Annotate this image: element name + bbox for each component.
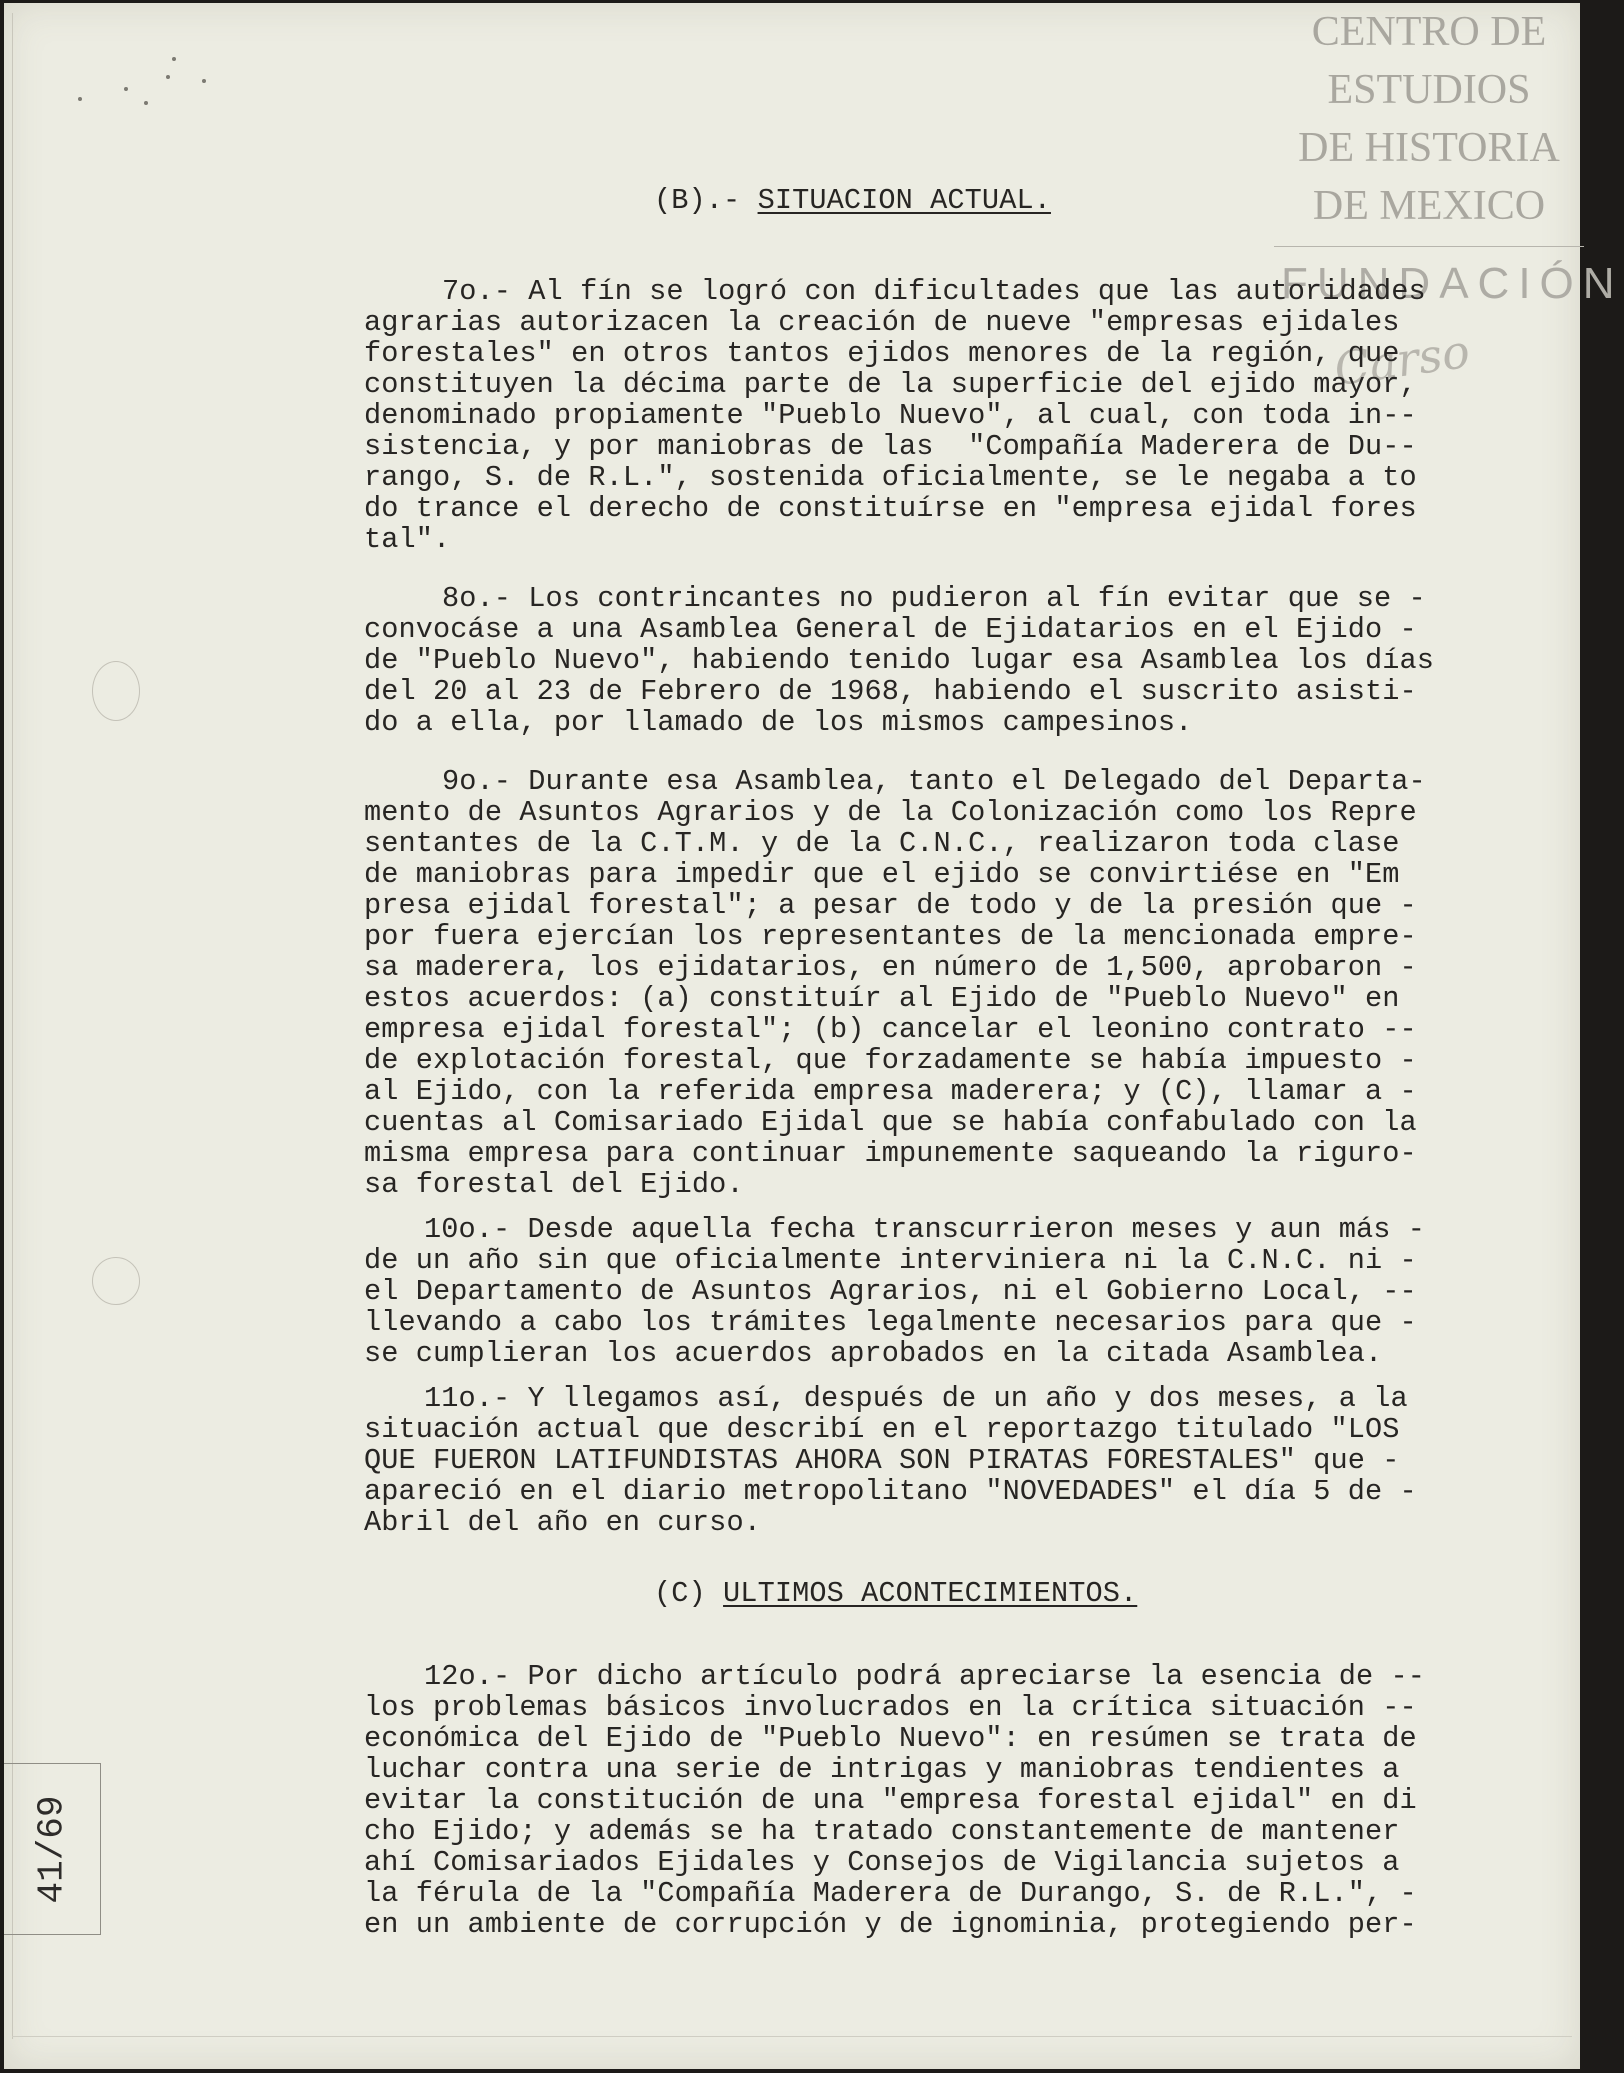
section-b-title: SITUACION ACTUAL. — [757, 184, 1051, 217]
paragraph-line: sentantes de la C.T.M. y de la C.N.C., realizaron toda clase — [364, 827, 1400, 860]
punch-hole-upper — [92, 661, 140, 721]
paragraph-line: del 20 al 23 de Febrero de 1968, habiendo el suscrito asisti- — [364, 675, 1417, 708]
paragraph-line: situación actual que describí en el reportazgo titulado "LOS — [364, 1413, 1400, 1446]
paragraph-line: rango, S. de R.L.", sostenida oficialmente, se le negaba a to — [364, 461, 1417, 494]
margin-rule — [12, 13, 13, 2039]
paragraph-line: 10o.- Desde aquella fecha transcurrieron meses y aun más - — [424, 1213, 1426, 1246]
paragraph-line: tal". — [364, 523, 451, 556]
paragraph-line: 7o.- Al fín se logró con dificultades que las autoridades — [442, 275, 1426, 308]
paragraph-9 — [364, 766, 1534, 1200]
paragraph-line: constituyen la décima parte de la superficie del ejido mayor, — [364, 368, 1417, 401]
paragraph-line: luchar contra una serie de intrigas y maniobras tendientes a — [364, 1753, 1400, 1786]
watermark-line: ESTUDIOS — [1327, 67, 1531, 113]
paragraph-line: 8o.- Los contrincantes no pudieron al fín evitar que se - — [442, 582, 1426, 615]
paragraph-line: do trance el derecho de constituírse en "empresa ejidal fores — [364, 492, 1417, 525]
paragraph-line: de explotación forestal, que forzadamente se había impuesto - — [364, 1044, 1417, 1077]
watermark-signature: Carso — [1330, 323, 1474, 397]
paragraph-line: de "Pueblo Nuevo", habiendo tenido lugar esa Asamblea los días — [364, 644, 1435, 677]
archive-reference-number: 41/69 — [31, 1794, 73, 1904]
paragraph-11 — [364, 1383, 1534, 1538]
paragraph-line: de maniobras para impedir que el ejido se convirtiése en "Em — [364, 858, 1400, 891]
paragraph-line: sistencia, y por maniobras de las "Compañía Maderera de Du-- — [364, 430, 1417, 463]
paragraph-line: la férula de la "Compañía Maderera de Durango, S. de R.L.", - — [364, 1877, 1417, 1910]
paragraph-line: cuentas al Comisariado Ejidal que se había confabulado con la — [364, 1106, 1417, 1139]
paragraph-line: estos acuerdos: (a) constituír al Ejido de "Pueblo Nuevo" en — [364, 982, 1400, 1015]
paragraph-line: misma empresa para continuar impunemente saqueando la riguro- — [364, 1137, 1417, 1170]
watermark-foundation: FUNDACIÓN — [1281, 259, 1624, 308]
paragraph-line: de un año sin que oficialmente interviniera ni la C.N.C. ni - — [364, 1244, 1417, 1277]
paragraph-line: evitar la constitución de una "empresa forestal ejidal" en di — [364, 1784, 1417, 1817]
paragraph-line: empresa ejidal forestal"; (b) cancelar el leonino contrato -- — [364, 1013, 1417, 1046]
punch-hole-lower — [92, 1257, 140, 1305]
paragraph-line: ahí Comisariados Ejidales y Consejos de Vigilancia sujetos a — [364, 1846, 1400, 1879]
paragraph-line: Abril del año en curso. — [364, 1506, 761, 1539]
paragraph-line: 12o.- Por dicho artículo podrá apreciarse la esencia de -- — [424, 1660, 1426, 1693]
paragraph-line: sa forestal del Ejido. — [364, 1168, 744, 1201]
paragraph-line: llevando a cabo los trámites legalmente necesarios para que - — [364, 1306, 1417, 1339]
bottom-rule — [12, 2036, 1572, 2037]
document-body — [364, 185, 1534, 1940]
paragraph-line: en un ambiente de corrupción y de ignominia, protegiendo per- — [364, 1908, 1417, 1941]
paragraph-line: agrarias autorizacen la creación de nueve "empresas ejidales — [364, 306, 1400, 339]
paragraph-line: apareció en el diario metropolitano "NOVEDADES" el día 5 de - — [364, 1475, 1417, 1508]
paragraph-line: por fuera ejercían los representantes de la mencionada empre- — [364, 920, 1417, 953]
ink-specks — [74, 51, 224, 111]
paragraph-line: QUE FUERON LATIFUNDISTAS AHORA SON PIRATAS FORESTALES" que - — [364, 1444, 1400, 1477]
paragraph-8 — [364, 583, 1534, 738]
section-b-prefix: (B).- — [654, 184, 758, 217]
document-page — [4, 3, 1624, 2069]
paragraph-line: do a ella, por llamado de los mismos campesinos. — [364, 706, 1193, 739]
section-c-prefix: (C) — [654, 1577, 724, 1610]
paragraph-10 — [364, 1214, 1534, 1369]
paragraph-line: 11o.- Y llegamos así, después de un año y dos meses, a la — [424, 1382, 1408, 1415]
paragraph-line: se cumplieran los acuerdos aprobados en la citada Asamblea. — [364, 1337, 1383, 1370]
paragraph-12 — [364, 1661, 1534, 1940]
paragraph-line: forestales" en otros tantos ejidos menores de la región, que — [364, 337, 1400, 370]
paragraph-line: al Ejido, con la referida empresa maderera; y (C), llamar a - — [364, 1075, 1417, 1108]
paragraph-line: denominado propiamente "Pueblo Nuevo", al cual, con toda in-- — [364, 399, 1417, 432]
paragraph-line: económica del Ejido de "Pueblo Nuevo": en resúmen se trata de — [364, 1722, 1417, 1755]
paragraph-line: mento de Asuntos Agrarios y de la Colonización como los Repre — [364, 796, 1417, 829]
paragraph-line: sa maderera, los ejidatarios, en número de 1,500, aprobaron - — [364, 951, 1417, 984]
paragraph-7 — [364, 276, 1534, 555]
paragraph-line: presa ejidal forestal"; a pesar de todo y de la presión que - — [364, 889, 1417, 922]
section-b-heading — [364, 185, 1534, 216]
watermark-line: CENTRO DE — [1311, 9, 1547, 55]
archive-reference-stamp — [4, 1763, 101, 1935]
paragraph-line: los problemas básicos involucrados en la crítica situación -- — [364, 1691, 1417, 1724]
section-c-heading — [364, 1578, 1534, 1609]
watermark-line: DE HISTORIA — [1298, 125, 1560, 171]
paragraph-line: convocáse a una Asamblea General de Ejidatarios en el Ejido - — [364, 613, 1417, 646]
paragraph-line: 9o.- Durante esa Asamblea, tanto el Delegado del Departa- — [442, 765, 1426, 798]
watermark-line: DE MEXICO — [1312, 183, 1546, 229]
paragraph-line: cho Ejido; y además se ha tratado constantemente de mantener — [364, 1815, 1400, 1848]
paragraph-line: el Departamento de Asuntos Agrarios, ni el Gobierno Local, -- — [364, 1275, 1417, 1308]
section-c-title: ULTIMOS ACONTECIMIENTOS. — [723, 1577, 1138, 1610]
